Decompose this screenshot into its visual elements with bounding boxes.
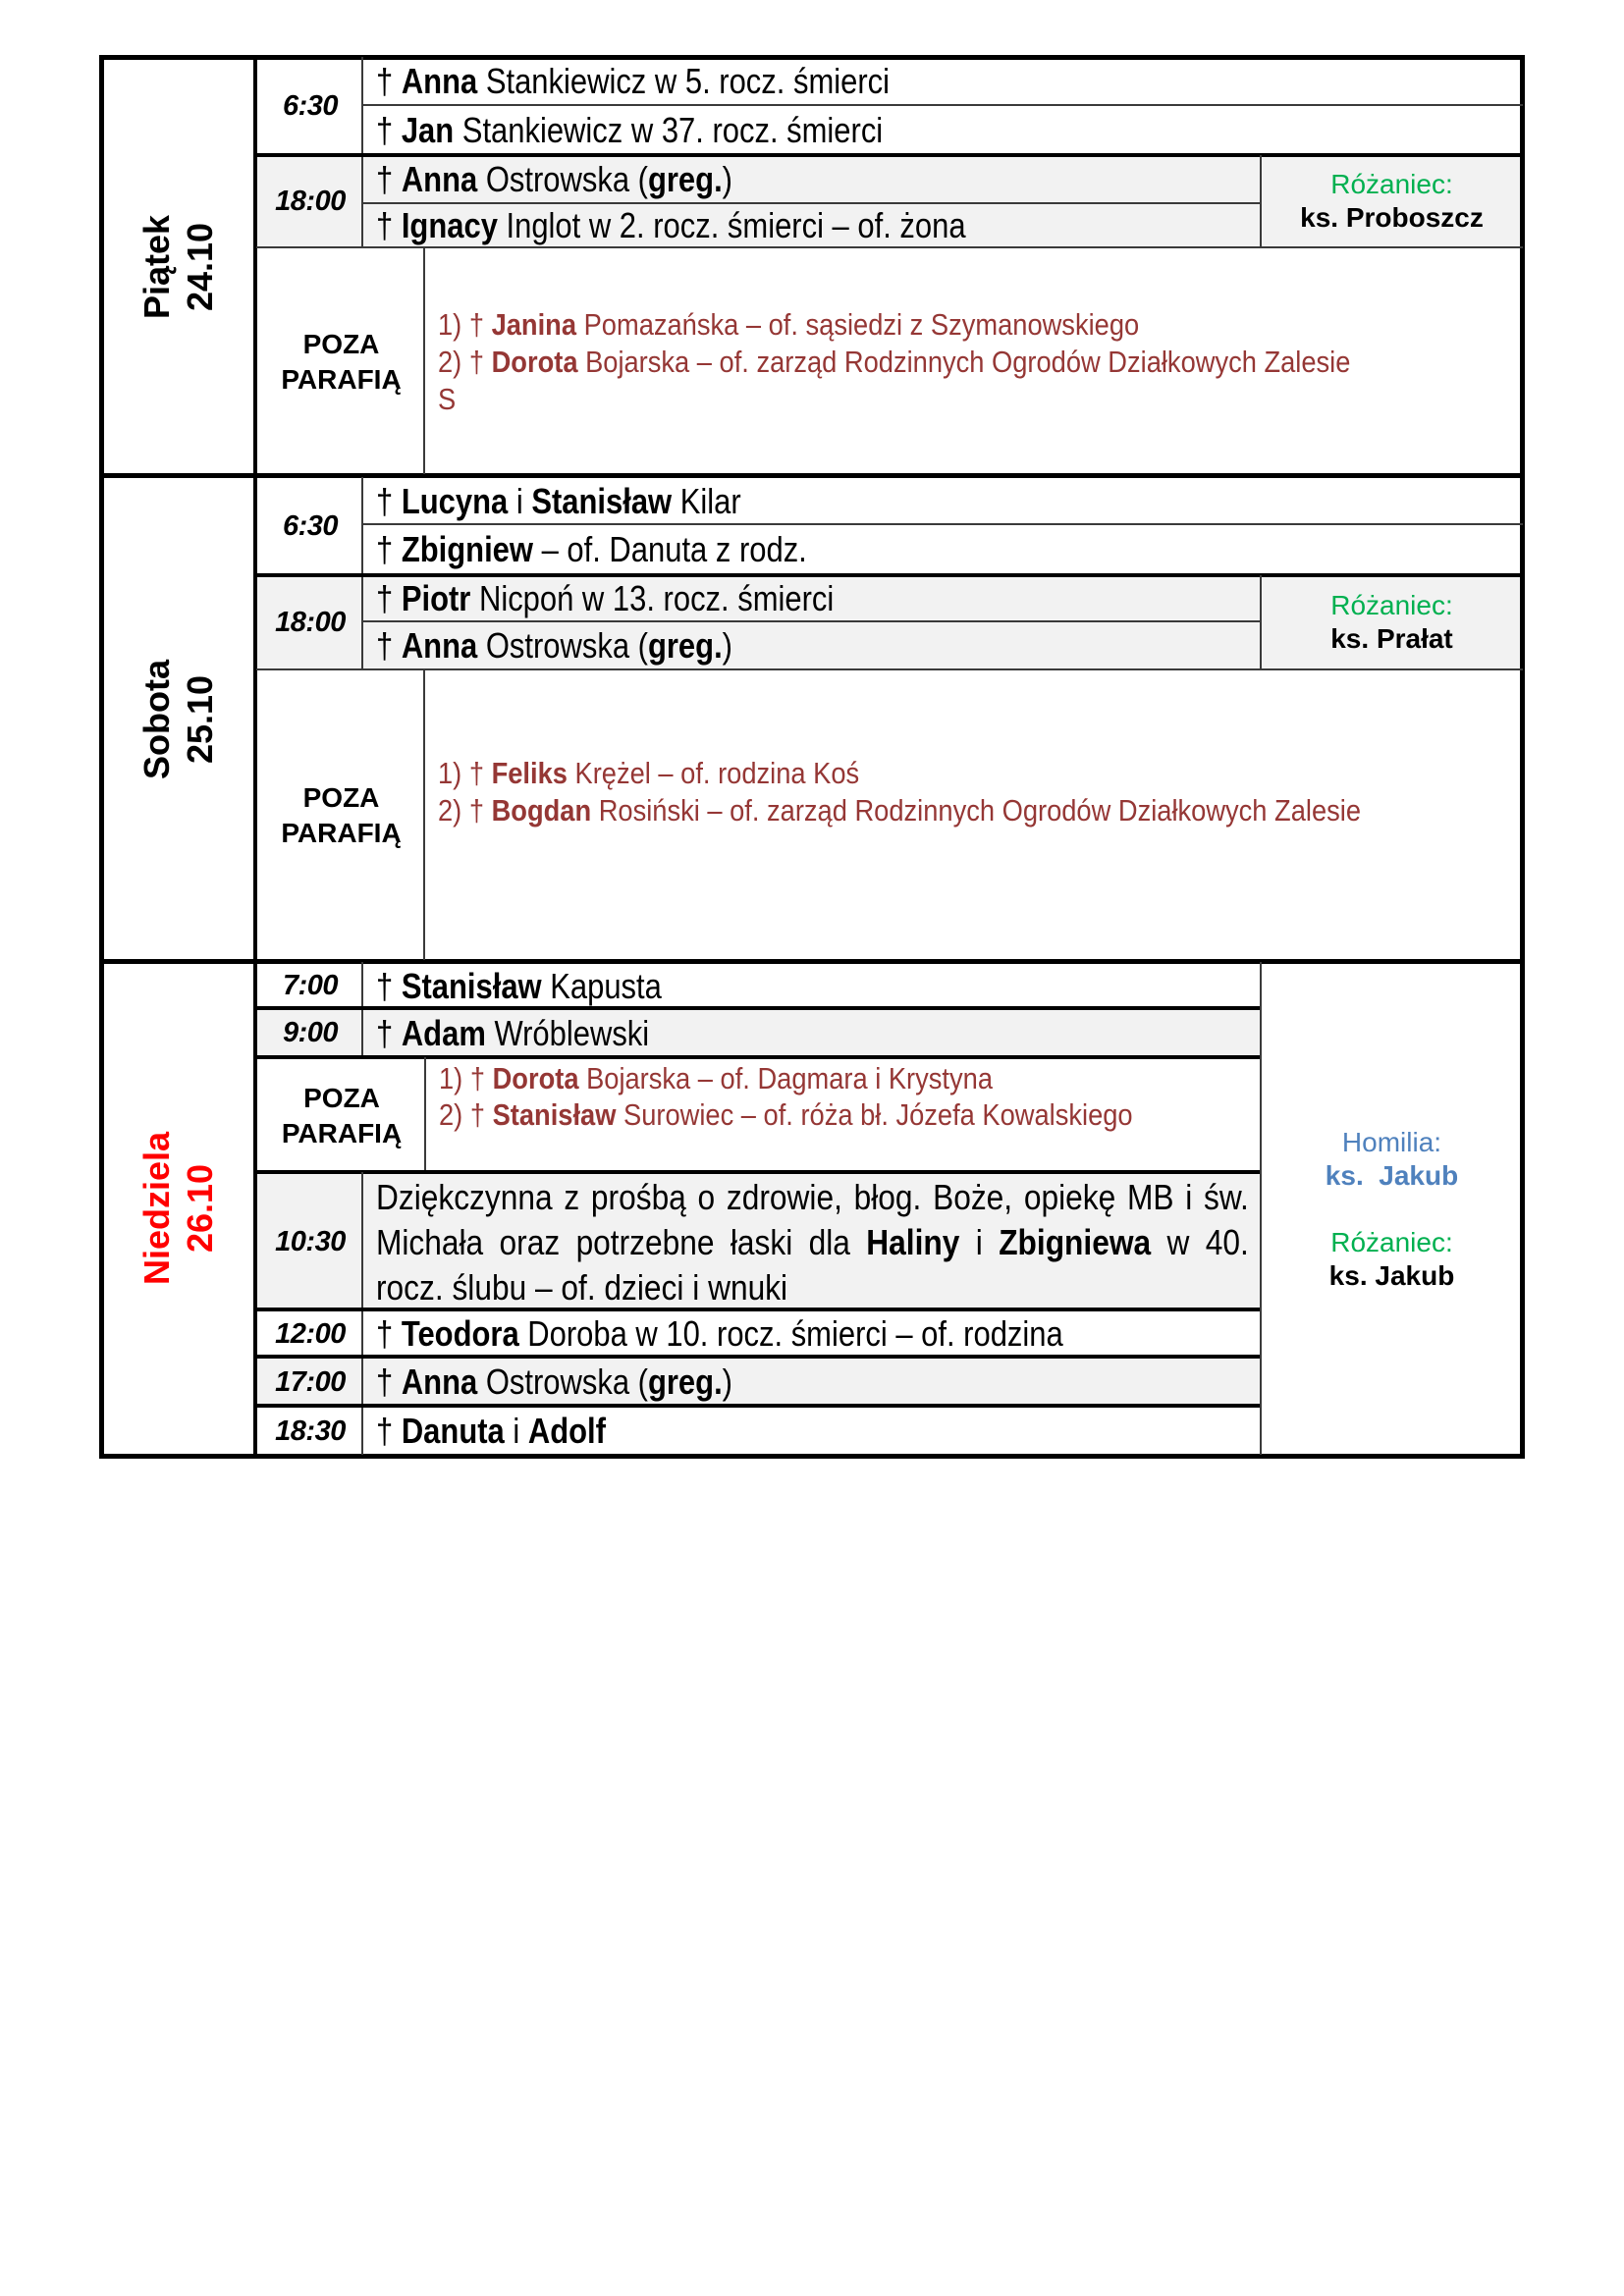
grid-line (361, 57, 363, 247)
poza-extra: S (438, 381, 457, 416)
cross-icon: † (376, 529, 402, 569)
mass-time: 6:30 (282, 89, 339, 122)
cross-icon: † (376, 1012, 402, 1053)
day-date: 24.10 (179, 222, 220, 311)
mass-time: 12:00 (275, 1317, 346, 1350)
day-column-divider (253, 55, 257, 1459)
poza-item: 2) † Dorota Bojarska – of. zarząd Rodzinnych Ogrodów Działkowych Zalesie (438, 344, 1351, 379)
poza-item: 1) † Janina Pomazańska – of. sąsiedzi z Szymanowskiego (438, 306, 1140, 342)
cross-icon: † (376, 480, 402, 521)
outside-parish-intentions (425, 1060, 1261, 1172)
poza-item: 2) † Bogdan Rosiński – of. zarząd Rodzinnych Ogrodów Działkowych Zalesie (438, 793, 1361, 828)
poza-item: 1) † Dorota Bojarska – of. Dagmara i Krystyna (439, 1061, 993, 1095)
sunday-notes (1261, 964, 1523, 1455)
intention: † Anna Ostrowska (greg.) (376, 624, 732, 666)
day-label-saturday (102, 476, 255, 962)
grid-line (256, 246, 1523, 248)
intention: † Zbigniew – of. Danuta z rodz. (376, 529, 807, 569)
outside-parish-intentions (424, 247, 1523, 476)
grid-line (256, 153, 1523, 157)
grid-line (362, 202, 1261, 204)
grid-line (256, 1308, 1261, 1311)
rosary-label: Różaniec: (1330, 169, 1453, 199)
grid-line (361, 1172, 363, 1455)
intention: † Piotr Nicpoń w 13. rocz. śmierci (376, 577, 835, 618)
cross-icon: † (376, 1313, 402, 1354)
grid-line (1260, 155, 1262, 247)
rosary-label: Różaniec: (1330, 1227, 1453, 1257)
outside-parish-label: POZA PARAFIĄ (281, 782, 402, 848)
grid-line (256, 1006, 1261, 1010)
grid-line (256, 1404, 1261, 1408)
cross-icon: † (376, 624, 402, 666)
intention: † Danuta i Adolf (376, 1411, 606, 1451)
intention: † Lucyna i Stanisław Kilar (376, 480, 741, 521)
grid-line (256, 1170, 1261, 1174)
grid-line (256, 573, 1523, 577)
cross-icon: † (376, 109, 402, 150)
day-separator (99, 473, 1525, 478)
day-name: Sobota (136, 659, 177, 779)
grid-line (256, 1355, 1261, 1359)
cross-icon: † (376, 1411, 402, 1451)
rosary-priest: ks. Jakub (1328, 1260, 1455, 1291)
outside-parish-label: POZA PARAFIĄ (281, 328, 402, 395)
poza-item: 1) † Feliks Krężel – of. rodzina Koś (438, 756, 860, 790)
mass-time: 6:30 (282, 510, 339, 542)
day-name: Niedziela (136, 1131, 177, 1286)
intention: † Anna Stankiewicz w 5. rocz. śmierci (376, 60, 891, 101)
rosary-note (1261, 155, 1523, 247)
mass-time: 10:30 (275, 1225, 346, 1257)
table-border-bottom (99, 1454, 1525, 1459)
table-border-top (99, 55, 1525, 60)
day-date: 25.10 (180, 674, 220, 764)
cross-icon: † (376, 60, 402, 101)
mass-time: 9:00 (282, 1017, 339, 1048)
grid-line (362, 620, 1261, 622)
cross-icon: † (376, 965, 402, 1006)
day-name: Piątek (135, 214, 177, 319)
grid-line (256, 668, 1523, 670)
homily-label: Homilia: (1341, 1127, 1442, 1157)
table-border-left (99, 55, 104, 1459)
grid-line (1260, 575, 1262, 669)
mass-time: 18:00 (275, 606, 346, 638)
grid-line (362, 523, 1523, 525)
grid-line (423, 669, 425, 960)
intention: † Stanisław Kapusta (376, 965, 662, 1006)
outside-parish-label: POZA PARAFIĄ (281, 1082, 403, 1148)
mass-time: 18:00 (275, 185, 346, 217)
day-label-sunday (102, 962, 255, 1455)
intention: † Anna Ostrowska (greg.) (376, 1362, 732, 1402)
day-label-friday (102, 57, 255, 476)
rosary-label: Różaniec: (1330, 590, 1453, 620)
intention: † Anna Ostrowska (greg.) (376, 158, 732, 199)
mass-time: 18:30 (275, 1415, 346, 1447)
cross-icon: † (376, 1362, 402, 1402)
grid-line (256, 1055, 1261, 1059)
grid-line (423, 247, 425, 474)
day-separator (99, 959, 1525, 964)
intention: † Jan Stankiewicz w 37. rocz. śmierci (376, 109, 884, 150)
intention: † Ignacy Inglot w 2. rocz. śmierci – of. żona (376, 204, 966, 245)
outside-parish-intentions (424, 669, 1523, 915)
cross-icon: † (376, 204, 402, 245)
grid-line (362, 104, 1523, 106)
mass-time: 17:00 (275, 1365, 346, 1398)
grid-line (424, 1057, 426, 1172)
rosary-note (1261, 575, 1523, 669)
cross-icon: † (376, 577, 402, 618)
intention: † Adam Wróblewski (376, 1012, 650, 1053)
grid-line (1260, 962, 1262, 1455)
intention-thanksgiving: Dziękczynna z prośbą o zdrowie, błog. Boże, opiekę MB i św. Michała oraz potrzebne łaski dla Haliny i Zbigniewa w 40. rocz. ślubu – of. dzieci i wnuki (376, 1177, 1249, 1308)
homily-priest: ks. Jakub (1325, 1160, 1459, 1191)
cross-icon: † (376, 158, 402, 199)
mass-time: 7:00 (282, 970, 339, 1001)
rosary-priest: ks. Prałat (1330, 623, 1453, 654)
table-border-right (1520, 55, 1525, 1459)
day-date: 26.10 (180, 1163, 220, 1254)
poza-item: 2) † Stanisław Surowiec – of. róża bł. Józefa Kowalskiego (439, 1097, 1133, 1132)
intention: † Teodora Doroba w 10. rocz. śmierci – of. rodzina (376, 1313, 1063, 1354)
rosary-priest: ks. Proboszcz (1300, 202, 1484, 233)
